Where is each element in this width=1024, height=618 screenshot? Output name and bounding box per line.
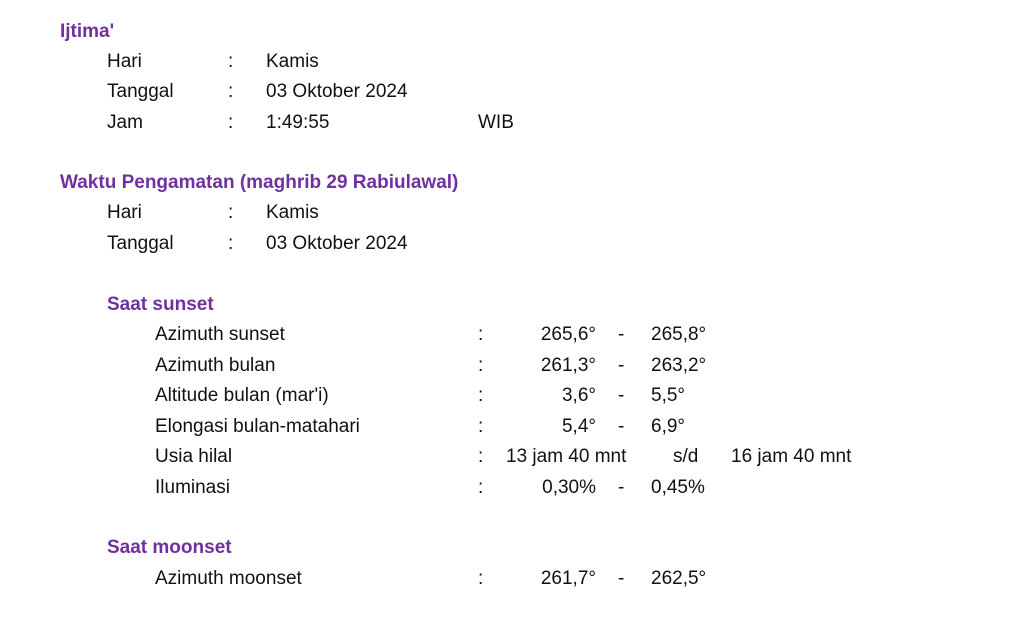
azimuth-sunset-from: 265,6° <box>540 324 596 345</box>
elongasi-from: 5,4° <box>561 416 596 437</box>
ijtima-tanggal-label: Tanggal <box>107 81 174 102</box>
azimuth-bulan-to: 263,2° <box>651 355 707 376</box>
azimuth-bulan-label: Azimuth bulan <box>155 355 276 376</box>
iluminasi-to: 0,45% <box>651 477 705 498</box>
altitude-bulan-to: 5,5° <box>651 385 686 406</box>
azimuth-sunset-range-separator: - <box>618 324 625 345</box>
ijtima-hari-label: Hari <box>107 51 142 72</box>
pengamatan-tanggal-value: 03 Oktober 2024 <box>266 233 408 254</box>
ijtima-jam-value: 1:49:55 <box>266 112 330 133</box>
azimuth-moonset-separator: : <box>478 568 484 589</box>
iluminasi-separator: : <box>478 477 484 498</box>
ijtima-jam-separator: : <box>228 112 234 133</box>
ijtima-tanggal-value: 03 Oktober 2024 <box>266 81 408 102</box>
ijtima-heading: Ijtima' <box>60 21 115 42</box>
usia-hilal-range-separator: s/d <box>673 446 699 467</box>
ijtima-tanggal-separator: : <box>228 81 234 102</box>
pengamatan-hari-label: Hari <box>107 202 142 223</box>
altitude-bulan-label: Altitude bulan (mar'i) <box>155 385 329 406</box>
pengamatan-hari-value: Kamis <box>266 202 319 223</box>
azimuth-moonset-label: Azimuth moonset <box>155 568 302 589</box>
azimuth-sunset-label: Azimuth sunset <box>155 324 285 345</box>
azimuth-moonset-from: 261,7° <box>540 568 596 589</box>
pengamatan-heading: Waktu Pengamatan (maghrib 29 Rabiulawal) <box>60 172 459 193</box>
ijtima-jam-label: Jam <box>107 112 143 133</box>
usia-hilal-to: 16 jam 40 mnt <box>731 446 852 467</box>
usia-hilal-label: Usia hilal <box>155 446 233 467</box>
elongasi-range-separator: - <box>618 416 625 437</box>
azimuth-bulan-separator: : <box>478 355 484 376</box>
usia-hilal-from: 13 jam 40 mnt <box>506 446 627 467</box>
azimuth-bulan-from: 261,3° <box>540 355 596 376</box>
moonset-heading: Saat moonset <box>107 537 232 558</box>
elongasi-label: Elongasi bulan-matahari <box>155 416 360 437</box>
elongasi-separator: : <box>478 416 484 437</box>
iluminasi-from: 0,30% <box>542 477 596 498</box>
azimuth-moonset-to: 262,5° <box>651 568 707 589</box>
iluminasi-label: Iluminasi <box>155 477 230 498</box>
azimuth-sunset-to: 265,8° <box>651 324 707 345</box>
elongasi-to: 6,9° <box>651 416 686 437</box>
altitude-bulan-range-separator: - <box>618 385 625 406</box>
sunset-heading: Saat sunset <box>107 294 214 315</box>
altitude-bulan-from: 3,6° <box>561 385 596 406</box>
iluminasi-range-separator: - <box>618 477 625 498</box>
pengamatan-tanggal-label: Tanggal <box>107 233 174 254</box>
usia-hilal-separator: : <box>478 446 484 467</box>
azimuth-sunset-separator: : <box>478 324 484 345</box>
azimuth-moonset-range-separator: - <box>618 568 625 589</box>
ijtima-jam-timezone: WIB <box>478 112 514 133</box>
ijtima-hari-value: Kamis <box>266 51 319 72</box>
pengamatan-hari-separator: : <box>228 202 234 223</box>
azimuth-bulan-range-separator: - <box>618 355 625 376</box>
altitude-bulan-separator: : <box>478 385 484 406</box>
ijtima-hari-separator: : <box>228 51 234 72</box>
pengamatan-tanggal-separator: : <box>228 233 234 254</box>
